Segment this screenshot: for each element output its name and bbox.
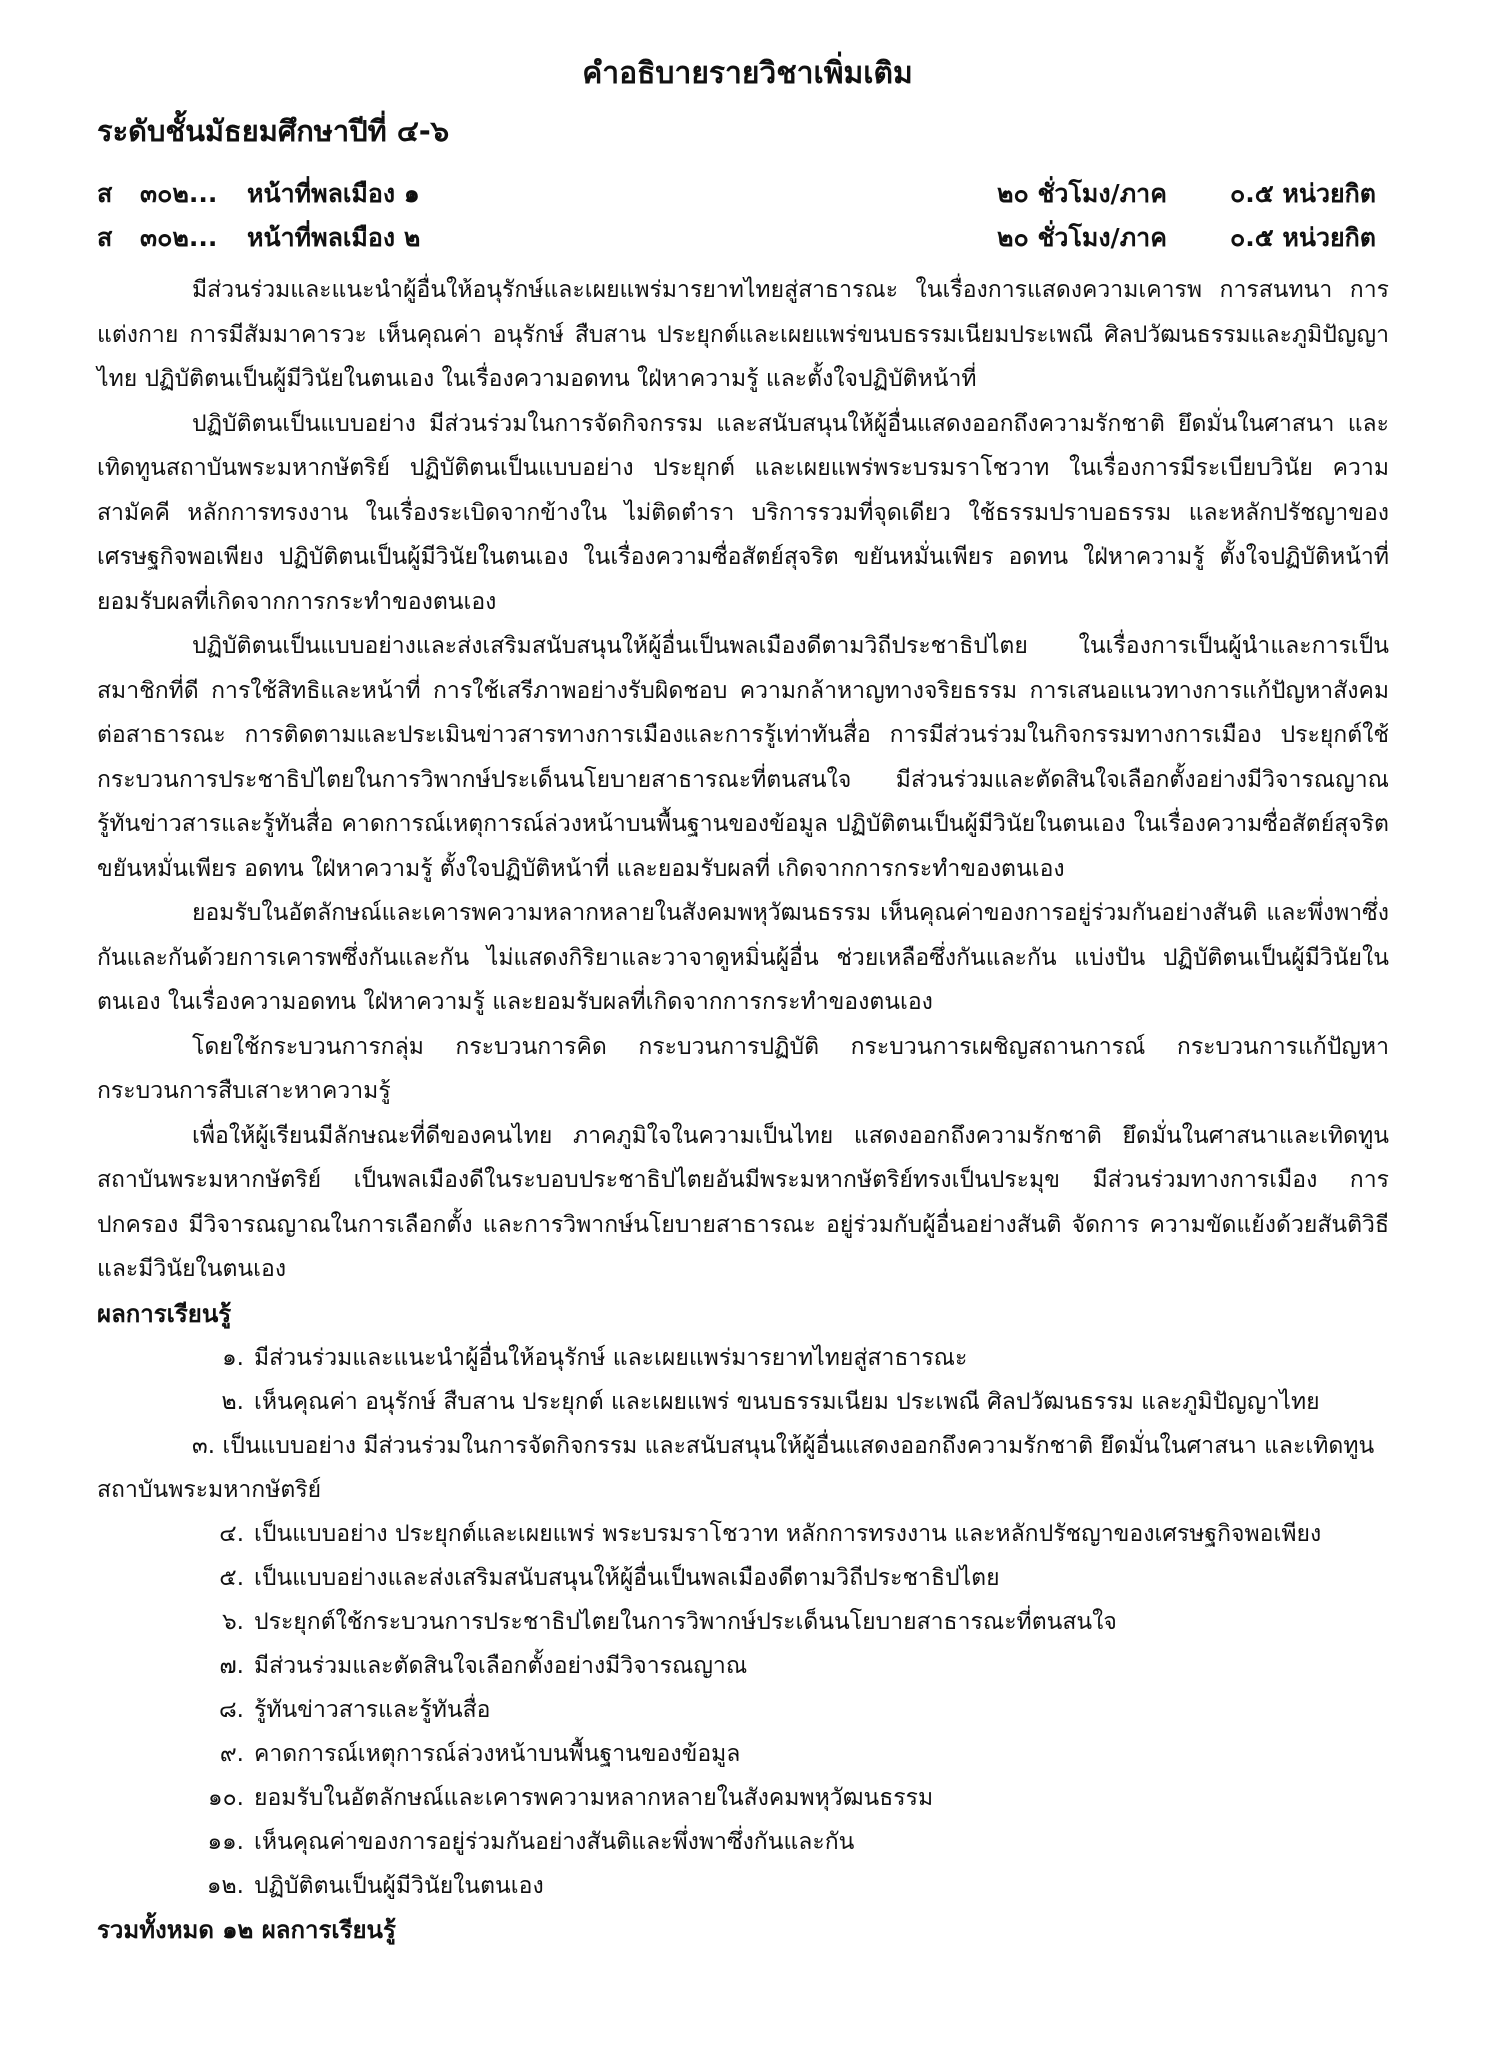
course-name: หน้าที่พลเมือง ๑ (247, 179, 420, 208)
outcome-item (97, 1864, 1389, 1908)
outcome-text: ปฏิบัติตนเป็นผู้มีวินัยในตนเอง (254, 1872, 544, 1899)
course-credits: ๐.๕ หน่วยกิต (1230, 223, 1377, 252)
outcome-number: ๔. (219, 1520, 244, 1547)
outcomes-list (97, 1336, 1389, 1908)
course-code: ๓๐๒... (140, 223, 218, 252)
outcome-item (97, 1512, 1389, 1556)
outcome-text: ประยุกต์ใช้กระบวนการประชาธิปไตยในการวิพากษ์ประเด็นนโยบายสาธารณะที่ตนสนใจ (254, 1608, 1117, 1635)
outcome-number: ๑๐. (208, 1784, 244, 1811)
outcome-item (97, 1688, 1389, 1732)
outcome-text: เห็นคุณค่า อนุรักษ์ สืบสาน ประยุกต์ และเผยแพร่ ขนบธรรมเนียม ประเพณี ศิลปวัฒนธรรม และภูมิปัญญาไทย (254, 1388, 1320, 1415)
course-row (97, 174, 1387, 214)
outcome-item (97, 1644, 1389, 1688)
outcome-number: ๙. (219, 1740, 244, 1767)
course-row (97, 218, 1387, 258)
outcome-item (97, 1600, 1389, 1644)
outcome-text: เป็นแบบอย่าง มีส่วนร่วมในการจัดกิจกรรม และสนับสนุนให้ผู้อื่นแสดงออกถึงความรักชาติ ยึดมั่นในศาสนา และเทิดทูนสถาบันพระมหากษัตริย์ (97, 1432, 1375, 1503)
description-paragraph: ยอมรับในอัตลักษณ์และเคารพความหลากหลายในสังคมพหุวัฒนธรรม เห็นคุณค่าของการอยู่ร่วมกันอย่างสันติ และพึ่งพาซึ่งกันและกันด้วยการเคารพซึ่งกันและกัน ไม่แสดงกิริยาและวาจาดูหมิ่นผู้อื่น ช่วยเหลือซึ่งกันและกัน แบ่งปัน ปฏิบัติตนเป็นผู้มีวินัยในตนเอง ในเรื่องความอดทน ใฝ่หาความรู้ และยอมรับผลที่เกิดจากการกระทำของตนเอง (97, 900, 1389, 1015)
outcome-text: รู้ทันข่าวสารและรู้ทันสื่อ (254, 1696, 491, 1723)
outcome-item (97, 1820, 1389, 1864)
outcome-number: ๘. (218, 1696, 244, 1723)
course-description (97, 268, 1389, 1952)
outcomes-heading: ผลการเรียนรู้ (97, 1299, 232, 1328)
outcome-item (97, 1776, 1389, 1820)
description-paragraph: โดยใช้กระบวนการกลุ่ม กระบวนการคิด กระบวนการปฏิบัติ กระบวนการเผชิญสถานการณ์ กระบวนการแก้ปัญหา กระบวนการสืบเสาะหาความรู้ (97, 1033, 1389, 1104)
outcome-item (97, 1556, 1389, 1600)
course-subject: ส (97, 223, 113, 252)
course-name: หน้าที่พลเมือง ๒ (247, 223, 421, 252)
outcome-number: ๕. (219, 1564, 244, 1591)
outcome-number: ๓. (192, 1432, 216, 1459)
outcome-item (97, 1336, 1389, 1380)
outcome-text: มีส่วนร่วมและตัดสินใจเลือกตั้งอย่างมีวิจารณญาณ (254, 1652, 748, 1679)
outcome-number: ๑. (222, 1344, 244, 1371)
outcome-text: ยอมรับในอัตลักษณ์และเคารพความหลากหลายในสังคมพหุวัฒนธรรม (254, 1784, 934, 1811)
outcome-number: ๖. (222, 1608, 244, 1635)
description-paragraph: เพื่อให้ผู้เรียนมีลักษณะที่ดีของคนไทย ภาคภูมิใจในความเป็นไทย แสดงออกถึงความรักชาติ ยึดมั่นในศาสนาและเทิดทูนสถาบันพระมหากษัตริย์ เป็นพลเมืองดีในระบอบประชาธิปไตยอันมีพระมหากษัตริย์ทรงเป็นประมุข มีส่วนร่วมทางการเมือง การปกครอง มีวิจารณญาณในการเลือกตั้ง และการวิพากษ์นโยบายสาธารณะ อยู่ร่วมกับผู้อื่นอย่างสันติ จัดการ ความขัดแย้งด้วยสันติวิธี และมีวินัยในตนเอง (97, 1122, 1389, 1282)
outcome-item (97, 1424, 1389, 1512)
outcome-item (97, 1380, 1389, 1424)
outcome-number: ๒. (221, 1388, 244, 1415)
outcome-text: เห็นคุณค่าของการอยู่ร่วมกันอย่างสันติและพึ่งพาซึ่งกันและกัน (254, 1828, 855, 1855)
outcome-number: ๑๑. (207, 1828, 244, 1855)
description-paragraph: มีส่วนร่วมและแนะนำผู้อื่นให้อนุรักษ์และเผยแพร่มารยาทไทยสู่สาธารณะ ในเรื่องการแสดงความเคารพ การสนทนา การแต่งกาย การมีสัมมาคารวะ เห็นคุณค่า อนุรักษ์ สืบสาน ประยุกต์และเผยแพร่ขนบธรรมเนียมประเพณี ศิลปวัฒนธรรมและภูมิปัญญาไทย ปฏิบัติตนเป็นผู้มีวินัยในตนเอง ในเรื่องความอดทน ใฝ่หาความรู้ และตั้งใจปฏิบัติหน้าที่ (97, 277, 1389, 392)
outcome-item (97, 1732, 1389, 1776)
course-hours: ๒๐ ชั่วโมง/ภาค (997, 179, 1167, 208)
outcome-text: เป็นแบบอย่าง ประยุกต์และเผยแพร่ พระบรมราโชวาท หลักการทรงงาน และหลักปรัชญาของเศรษฐกิจพอเพียง (254, 1520, 1322, 1547)
outcome-text: คาดการณ์เหตุการณ์ล่วงหน้าบนพื้นฐานของข้อมูล (254, 1740, 741, 1767)
outcome-text: มีส่วนร่วมและแนะนำผู้อื่นให้อนุรักษ์ และเผยแพร่มารยาทไทยสู่สาธารณะ (254, 1344, 968, 1371)
document-title: คำอธิบายรายวิชาเพิ่มเติม (582, 56, 913, 91)
course-hours: ๒๐ ชั่วโมง/ภาค (997, 223, 1167, 252)
outcome-text: เป็นแบบอย่างและส่งเสริมสนับสนุนให้ผู้อื่นเป็นพลเมืองดีตามวิถีประชาธิปไตย (254, 1564, 1000, 1591)
outcomes-total: รวมทั้งหมด ๑๒ ผลการเรียนรู้ (97, 1915, 396, 1944)
course-credits: ๐.๕ หน่วยกิต (1230, 179, 1377, 208)
description-paragraph: ปฏิบัติตนเป็นแบบอย่างและส่งเสริมสนับสนุนให้ผู้อื่นเป็นพลเมืองดีตามวิถีประชาธิปไตย ในเรื่องการเป็นผู้นำและการเป็นสมาชิกที่ดี การใช้สิทธิและหน้าที่ การใช้เสรีภาพอย่างรับผิดชอบ ความกล้าหาญทางจริยธรรม การเสนอแนวทางการแก้ปัญหาสังคมต่อสาธารณะ การติดตามและประเมินข่าวสารทางการเมืองและการรู้เท่าทันสื่อ การมีส่วนร่วมในกิจกรรมทางการเมือง ประยุกต์ใช้กระบวนการประชาธิปไตยในการวิพากษ์ประเด็นนโยบายสาธารณะที่ตนสนใจ มีส่วนร่วมและตัดสินใจเลือกตั้งอย่างมีวิจารณญาณ รู้ทันข่าวสารและรู้ทันสื่อ คาดการณ์เหตุการณ์ล่วงหน้าบนพื้นฐานของข้อมูล ปฏิบัติตนเป็นผู้มีวินัยในตนเอง ในเรื่องความซื่อสัตย์สุจริต ขยันหมั่นเพียร อดทน ใฝ่หาความรู้ ตั้งใจปฏิบัติหน้าที่ และยอมรับผลที่ เกิดจากการกระทำของตนเอง (97, 633, 1389, 882)
grade-level: ระดับชั้นมัธยมศึกษาปีที่ ๔-๖ (97, 114, 450, 148)
outcome-number: ๗. (219, 1652, 244, 1679)
course-subject: ส (97, 179, 113, 208)
outcome-number: ๑๒. (206, 1872, 244, 1899)
description-paragraph: ปฏิบัติตนเป็นแบบอย่าง มีส่วนร่วมในการจัดกิจกรรม และสนับสนุนให้ผู้อื่นแสดงออกถึงความรักชาติ ยึดมั่นในศาสนา และเทิดทูนสถาบันพระมหากษัตริย์ ปฏิบัติตนเป็นแบบอย่าง ประยุกต์ และเผยแพร่พระบรมราโชวาท ในเรื่องการมีระเบียบวินัย ความสามัคคี หลักการทรงงาน ในเรื่องระเบิดจากข้างใน ไม่ติดตำรา บริการรวมที่จุดเดียว ใช้ธรรมปราบอธรรม และหลักปรัชญาของเศรษฐกิจพอเพียง ปฏิบัติตนเป็นผู้มีวินัยในตนเอง ในเรื่องความซื่อสัตย์สุจริต ขยันหมั่นเพียร อดทน ใฝ่หาความรู้ ตั้งใจปฏิบัติหน้าที่ ยอมรับผลที่เกิดจากการกระทำของตนเอง (97, 410, 1389, 615)
course-code: ๓๐๒... (140, 179, 218, 208)
